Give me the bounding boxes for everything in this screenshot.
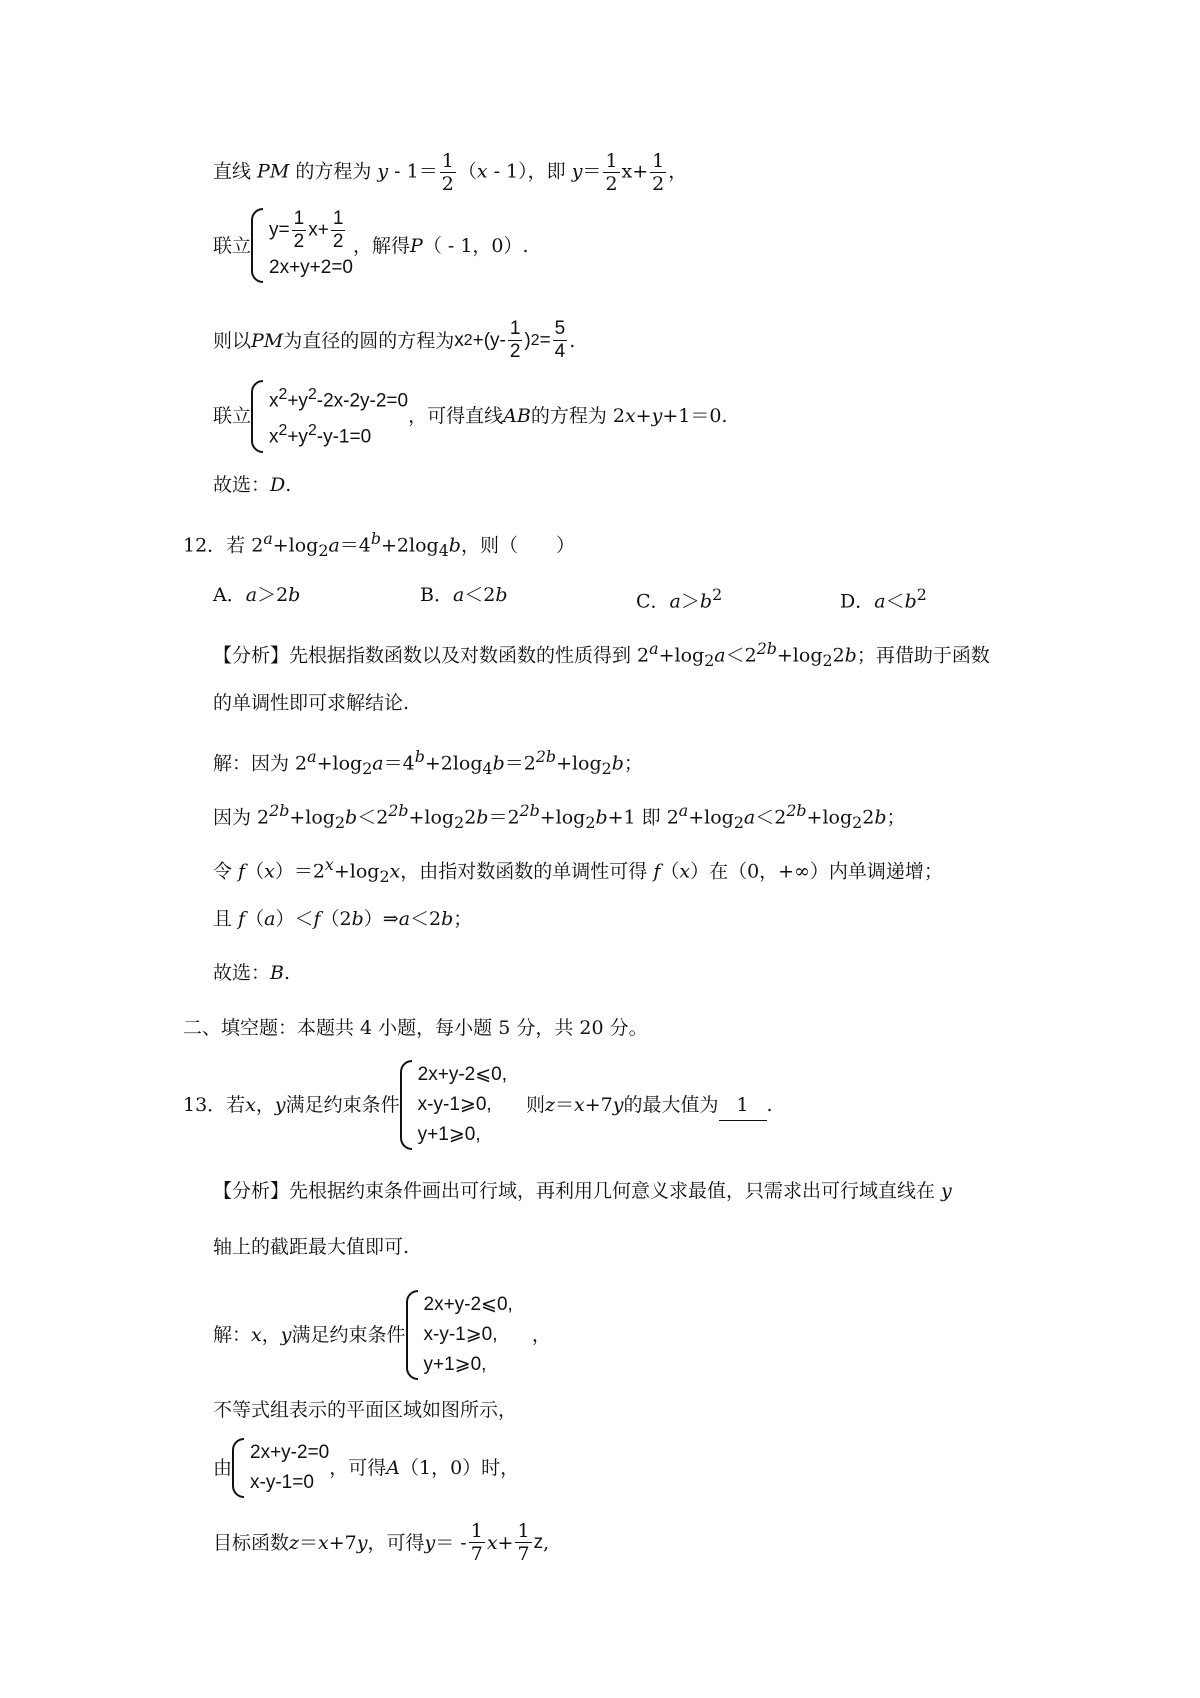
superscript: b: [370, 529, 381, 548]
text: 则: [507, 1094, 546, 1116]
subscript: 2: [318, 541, 329, 561]
text: ）⇒: [363, 908, 399, 930]
text: 满足约束条件: [291, 1324, 406, 1346]
text: b: [844, 644, 857, 667]
text: （: [457, 160, 477, 183]
question-12: [183, 524, 575, 566]
text: a: [874, 590, 886, 613]
text: b: [699, 590, 713, 613]
constraint-system: [400, 1060, 507, 1150]
denominator: 4: [554, 341, 566, 362]
text: ＝: [582, 160, 602, 183]
denominator: 7: [517, 1543, 530, 1565]
text: f: [238, 860, 246, 883]
text: B: [270, 962, 284, 984]
text: +log: [289, 806, 335, 829]
text: x: [245, 1094, 256, 1116]
text: - 1＝: [388, 160, 438, 183]
text: +log: [776, 644, 823, 667]
system-row: [269, 208, 353, 253]
system-row: y+1⩾0,: [423, 1354, 487, 1375]
subscript: 2: [822, 651, 833, 671]
text: 13．若: [183, 1094, 246, 1116]
text: b: [345, 806, 358, 829]
numerator: 1: [605, 150, 618, 172]
text: ＜2: [410, 908, 442, 930]
text: b: [595, 806, 608, 829]
denominator: 2: [652, 173, 665, 195]
solve-system-ab: [213, 380, 727, 453]
text: +: [497, 1531, 514, 1554]
brace-icon: [251, 208, 263, 283]
text: +y: [287, 426, 308, 448]
text: ＜2: [725, 644, 757, 667]
system-row: [269, 380, 408, 416]
text: A．: [213, 584, 246, 606]
numerator: 1: [470, 1520, 483, 1542]
superscript: a: [678, 801, 689, 820]
text: ，: [668, 160, 688, 183]
text: ，则（ ）: [460, 534, 575, 557]
text: PM: [257, 160, 290, 183]
text: ＜2: [755, 806, 787, 829]
constraint-system: [406, 1290, 513, 1380]
text: （: [245, 860, 265, 883]
solve-system-p: [213, 208, 529, 283]
text: 解：: [213, 1324, 252, 1346]
text: x: [251, 1324, 262, 1346]
text: ＝4: [339, 534, 371, 557]
text: z: [289, 1531, 300, 1554]
text: +log: [556, 752, 602, 775]
text: x: [486, 1531, 498, 1554]
text: 则以: [213, 329, 252, 352]
text: ＝4: [383, 752, 415, 775]
system-row: x-y-1=0: [250, 1472, 314, 1493]
superscript: 2: [530, 331, 540, 349]
text: 的方程为 2: [530, 405, 625, 428]
option-c: [636, 580, 722, 616]
text: ): [524, 329, 531, 351]
text: .: [569, 329, 576, 352]
text: 不等式组表示的平面区域如图所示，: [213, 1399, 518, 1421]
text: b: [874, 806, 887, 829]
denominator: 7: [470, 1543, 483, 1565]
solve-point-a: [213, 1438, 519, 1498]
superscript: 2: [278, 386, 288, 403]
analysis-13: [213, 1176, 952, 1206]
text: +log: [539, 806, 586, 829]
text: ；: [623, 752, 643, 775]
fraction: [515, 1520, 531, 1565]
text: z: [533, 1531, 544, 1553]
text: D．: [840, 590, 875, 613]
numerator: 1: [517, 1520, 530, 1542]
text: b: [351, 908, 364, 930]
numerator: 1: [332, 208, 344, 229]
equation-system: [251, 380, 408, 453]
text: x+: [621, 160, 649, 183]
text: ＜: [885, 590, 905, 613]
text: b: [476, 806, 489, 829]
subscript: 2: [852, 813, 863, 833]
subscript: 4: [438, 541, 449, 561]
text: b: [448, 534, 461, 557]
text: 2: [862, 806, 875, 829]
text: - 1），即: [487, 160, 572, 183]
subscript: 2: [704, 651, 715, 671]
superscript: 2b: [519, 801, 540, 820]
text: 且: [213, 908, 239, 930]
fraction: [553, 318, 568, 363]
text: x+: [308, 219, 329, 241]
text: （1，0）时，: [400, 1457, 520, 1479]
text: 轴上的截距最大值即可.: [213, 1236, 410, 1258]
text: a: [398, 908, 411, 930]
answer-blank: 1: [719, 1090, 767, 1121]
system-row: y+1⩾0,: [417, 1124, 481, 1145]
fraction: [469, 1520, 485, 1565]
text: y: [571, 160, 583, 183]
text: +2log: [424, 752, 483, 775]
text: b: [492, 752, 505, 775]
system-row: [269, 416, 408, 452]
text: ，: [512, 1324, 551, 1346]
text: ）＝2: [274, 860, 325, 883]
fraction: [331, 208, 346, 253]
equation-system: [232, 1438, 329, 1498]
text: 【分析】先根据约束条件画出可行域，再利用几何意义求最值，只需求出可行域直线在: [213, 1180, 942, 1202]
text: b: [611, 752, 624, 775]
text: （ - 1，0）.: [422, 234, 529, 257]
text: ，可得: [329, 1457, 387, 1479]
text: f: [653, 860, 661, 883]
text: x: [624, 405, 636, 428]
text: f: [238, 908, 246, 930]
analysis-13-cont: [213, 1232, 409, 1262]
brace-icon: [406, 1290, 418, 1380]
text: 2: [832, 644, 845, 667]
text: ＝: [555, 1094, 575, 1116]
text: +log: [272, 534, 319, 557]
text: 的单调性即可求解结论.: [213, 692, 410, 714]
text: （2: [320, 908, 352, 930]
text: y: [941, 1180, 952, 1202]
text: 满足约束条件: [285, 1094, 400, 1116]
text: 目标函数: [213, 1531, 290, 1554]
text: 12．若 2: [183, 534, 264, 557]
text: ，可得直线: [408, 405, 504, 428]
numerator: 1: [441, 150, 454, 172]
subscript: 2: [379, 867, 390, 887]
text: 联立: [213, 405, 252, 428]
subscript: 2: [733, 813, 744, 833]
text: 2: [464, 806, 477, 829]
text: +7: [328, 1531, 357, 1554]
subscript: 4: [482, 759, 493, 779]
text: +2log: [381, 534, 439, 557]
fraction: [440, 150, 456, 195]
text: x: [679, 860, 691, 883]
subscript: 2: [334, 813, 346, 833]
text: x: [269, 426, 279, 448]
denominator: 2: [605, 173, 618, 195]
text: PM: [251, 329, 284, 352]
text: ）在（0，+∞）内单调递增；: [690, 860, 943, 883]
superscript: 2: [712, 585, 723, 604]
superscript: 2b: [786, 801, 807, 820]
answer-d: [213, 470, 291, 500]
superscript: 2: [463, 331, 473, 349]
superscript: 2b: [269, 801, 290, 820]
text: AB: [503, 405, 531, 428]
text: x: [454, 329, 464, 351]
answer-b: [213, 958, 290, 988]
text: a: [264, 908, 276, 930]
superscript: a: [263, 529, 273, 548]
text: ，由指对数函数的单调性可得: [400, 860, 654, 883]
text: ＝2: [488, 806, 520, 829]
denominator: 2: [441, 173, 454, 195]
text: y: [280, 1324, 292, 1346]
superscript: b: [414, 747, 425, 766]
text: x: [574, 1094, 585, 1116]
superscript: 2: [916, 585, 927, 604]
solution-12-line2: [213, 796, 906, 838]
text: =: [539, 329, 551, 351]
text: D: [270, 474, 286, 496]
text: 由: [213, 1457, 233, 1479]
text: .: [285, 474, 292, 496]
numerator: 5: [554, 318, 566, 339]
text: y: [377, 160, 389, 183]
text: a: [669, 590, 681, 613]
text: +(y-: [472, 329, 506, 351]
subscript: 2: [601, 759, 612, 779]
numerator: 1: [652, 150, 665, 172]
superscript: 2: [307, 386, 317, 403]
text: x: [476, 160, 488, 183]
brace-icon: [251, 380, 263, 453]
text: C．: [636, 590, 670, 613]
superscript: x: [324, 855, 334, 874]
subscript: 2: [362, 759, 373, 779]
text: .: [283, 962, 291, 984]
brace-icon: [400, 1060, 412, 1150]
text: ＝2: [504, 752, 536, 775]
text: ；再借助于函数: [856, 644, 990, 667]
text: ＜2: [357, 806, 389, 829]
option-b: [420, 580, 508, 610]
superscript: 2b: [756, 639, 777, 658]
text: +log: [688, 806, 734, 829]
numerator: 1: [509, 318, 521, 339]
text: +log: [316, 752, 363, 775]
system-row: x-y-1⩾0,: [417, 1094, 492, 1115]
fraction: [650, 150, 666, 195]
system-row: 2x+y-2⩽0,: [417, 1064, 507, 1085]
text: P: [410, 234, 423, 257]
superscript: 2: [278, 422, 288, 440]
analysis-12-cont: [213, 688, 409, 718]
formula: [454, 318, 569, 363]
text: +log: [408, 806, 455, 829]
denominator: 2: [332, 231, 344, 252]
text: ，: [261, 1324, 281, 1346]
subscript: 2: [454, 813, 465, 833]
text: a: [245, 584, 258, 606]
option-d: [840, 580, 927, 616]
text: .: [766, 1094, 773, 1116]
text: 故选：: [213, 962, 271, 984]
text: x: [269, 390, 279, 412]
text: +1 即 2: [607, 806, 679, 829]
question-13: [183, 1060, 773, 1150]
system-row: x-y-1⩾0,: [423, 1324, 498, 1345]
text: a: [743, 806, 756, 829]
system-row: 2x+y-2=0: [250, 1442, 330, 1463]
text: ，: [255, 1094, 275, 1116]
text: ＝: [299, 1531, 319, 1554]
text: ，可得: [367, 1531, 425, 1554]
text: +log: [806, 806, 853, 829]
text: 为直径的圆的方程为: [283, 329, 455, 352]
denominator: 2: [509, 341, 521, 362]
text: x: [318, 1531, 329, 1554]
text: 的方程为: [289, 160, 378, 183]
text: ；: [453, 908, 473, 930]
subscript: 2: [585, 813, 596, 833]
text: ＝ -: [435, 1531, 467, 1554]
superscript: a: [307, 747, 317, 766]
text: y: [612, 1094, 624, 1116]
objective-function: [213, 1520, 549, 1565]
section-heading: [183, 1013, 648, 1043]
fraction: [508, 318, 523, 363]
text: ＞2: [257, 584, 289, 606]
superscript: a: [649, 639, 659, 658]
text: 联立: [213, 234, 252, 257]
text: b: [495, 584, 508, 606]
text: 直线: [213, 160, 258, 183]
text: f: [313, 908, 321, 930]
text: y=: [269, 219, 290, 241]
text: a: [328, 534, 340, 557]
text: a: [372, 752, 384, 775]
system-row: 2x+y+2=0: [269, 257, 354, 278]
text: -2x-2y-2=0: [316, 390, 409, 412]
pm-line-equation: [213, 150, 687, 195]
solution-12-line3: [213, 850, 943, 892]
text: 解：因为 2: [213, 752, 308, 775]
text: 的最大值为: [623, 1094, 719, 1116]
text: a: [714, 644, 726, 667]
region-note: [213, 1395, 517, 1425]
text: y: [356, 1531, 368, 1554]
text: b: [441, 908, 454, 930]
text: 令: [213, 860, 239, 883]
text: +: [635, 405, 652, 428]
text: ；: [886, 806, 906, 829]
superscript: 2b: [388, 801, 409, 820]
numerator: 1: [293, 208, 305, 229]
option-a: [213, 580, 300, 610]
fraction: [292, 208, 307, 253]
text: 二、填空题：本题共 4 小题，每小题 5 分，共 20 分。: [183, 1017, 648, 1039]
text: +7: [584, 1094, 613, 1116]
text: B．: [420, 584, 453, 606]
text: y: [651, 405, 663, 428]
analysis-12: [213, 634, 990, 676]
system-row: 2x+y-2⩽0,: [423, 1294, 513, 1315]
text: ）＜: [275, 908, 314, 930]
text: x: [264, 860, 275, 883]
text: 因为 2: [213, 806, 270, 829]
superscript: 2b: [535, 747, 557, 766]
text: x: [389, 860, 401, 883]
text: ,: [543, 1531, 550, 1554]
brace-icon: [232, 1438, 244, 1498]
text: ，解得: [353, 234, 411, 257]
text: b: [904, 590, 917, 613]
text: a: [452, 584, 465, 606]
text: +1＝0.: [662, 405, 728, 428]
text: y: [424, 1531, 436, 1554]
circle-equation: [213, 318, 575, 363]
text: 【分析】先根据指数函数以及对数函数的性质得到 2: [213, 644, 650, 667]
text: （: [660, 860, 680, 883]
text: b: [288, 584, 301, 606]
denominator: 2: [293, 231, 305, 252]
text: ＞: [680, 590, 700, 613]
text: +log: [333, 860, 380, 883]
text: +y: [287, 390, 308, 412]
superscript: 2: [307, 422, 317, 440]
fraction: [603, 150, 619, 195]
solution-12-line4: [213, 904, 472, 934]
text: A: [386, 1457, 400, 1479]
text: 故选：: [213, 474, 271, 496]
solution-12-line1: [213, 742, 643, 784]
text: （: [245, 908, 265, 930]
solution-13-constraints: [213, 1290, 551, 1380]
text: +log: [658, 644, 705, 667]
text: ＜2: [464, 584, 496, 606]
text: z: [545, 1094, 556, 1116]
equation-system: [251, 208, 353, 283]
text: -y-1=0: [316, 426, 372, 448]
text: y: [274, 1094, 286, 1116]
